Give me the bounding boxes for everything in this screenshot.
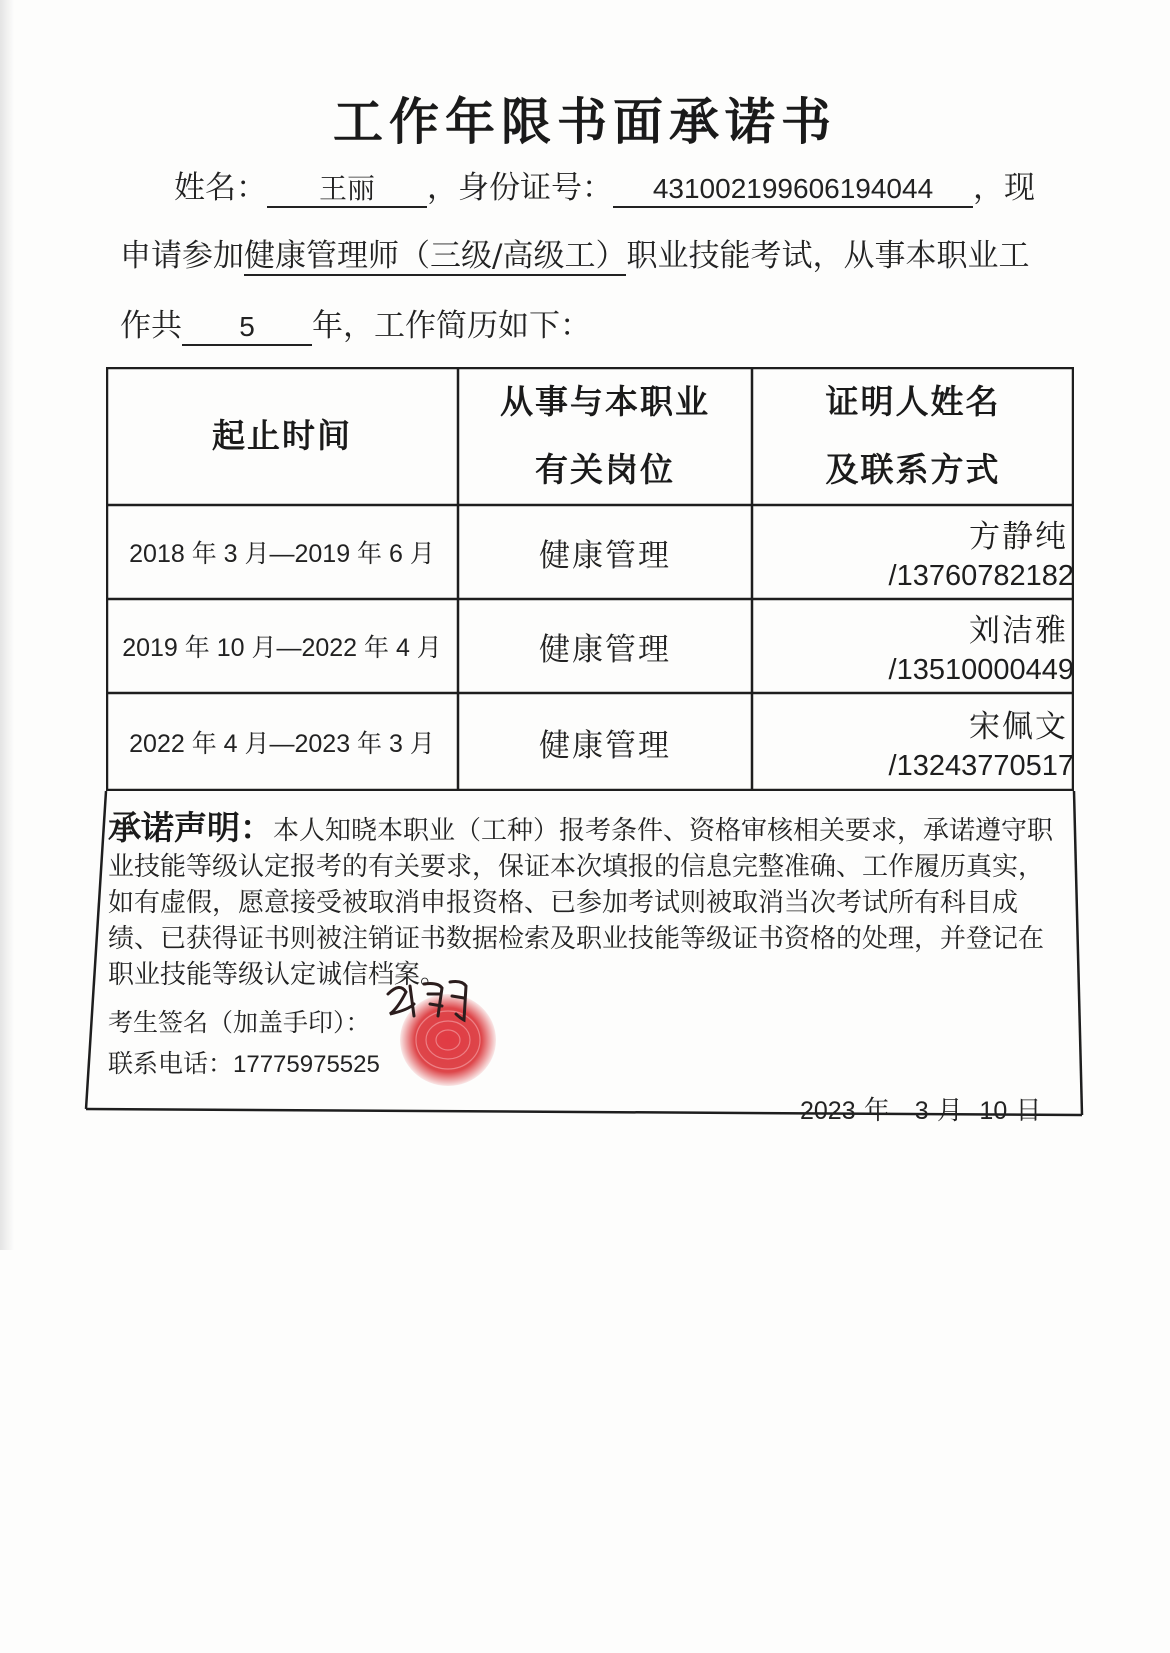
table-row-1-period: 2018 年 3 月—2019 年 6 月 xyxy=(129,540,435,568)
header-period-text: 起止时间 xyxy=(212,416,352,455)
line1-tail: ，现 xyxy=(973,170,1035,206)
table-row-2-post: 健康管理 xyxy=(539,631,671,668)
witness-name: 刘洁雅 xyxy=(969,613,1068,649)
form-line-3 xyxy=(120,300,591,346)
witness-name: 宋佩文 xyxy=(969,709,1068,745)
witness-phone: /13510000449 xyxy=(888,654,1074,686)
table-row-3-witness xyxy=(752,693,1132,791)
table-row-3-post: 健康管理 xyxy=(539,727,671,764)
document-title: 工作年限书面承诺书 xyxy=(333,92,837,151)
contact-phone: 17775975525 xyxy=(233,1051,380,1078)
declaration-paragraph xyxy=(108,810,1068,993)
witness-phone: /13760782182 xyxy=(888,560,1074,592)
document-date xyxy=(800,1090,1042,1127)
form-line-1 xyxy=(174,162,1035,208)
apply-prefix: 申请参加 xyxy=(120,238,244,274)
form-line-2 xyxy=(120,230,1029,275)
years-suffix: 年，工作简历如下： xyxy=(312,308,591,344)
witness-phone: /13243770517 xyxy=(888,750,1074,782)
years-prefix: 作共 xyxy=(120,308,182,344)
date-day: 10 xyxy=(979,1097,1008,1125)
date-month-unit: 月 xyxy=(936,1096,963,1126)
date-year-unit: 年 xyxy=(863,1096,890,1126)
header-witness-line1: 证明人姓名 xyxy=(825,382,1001,421)
date-year: 2023 xyxy=(800,1097,856,1125)
exam-name-field: 健康管理师（三级/高级工） xyxy=(244,238,627,274)
id-label: ，身份证号： xyxy=(427,170,613,206)
witness-name: 方静纯 xyxy=(969,519,1068,555)
page-edge-shadow xyxy=(0,0,14,1250)
date-month: 3 xyxy=(914,1097,929,1125)
name-label: 姓名： xyxy=(174,170,267,206)
apply-suffix: 职业技能考试，从事本职业工 xyxy=(626,238,1030,274)
id-number-field: 431002199606194044 xyxy=(613,172,973,208)
table-row-2-period: 2019 年 10 月—2022 年 4 月 xyxy=(122,634,442,662)
header-period xyxy=(106,367,458,505)
header-witness xyxy=(752,367,1074,505)
declaration-label: 承诺声明： xyxy=(108,808,273,847)
header-post-line1: 从事与本职业 xyxy=(500,382,710,421)
header-witness-line2: 及联系方式 xyxy=(825,450,1001,489)
work-history-table xyxy=(106,367,1074,791)
table-row-2-witness xyxy=(752,599,1132,693)
years-field: 5 xyxy=(182,310,312,346)
date-day-unit: 日 xyxy=(1015,1096,1042,1126)
header-post-line2: 有关岗位 xyxy=(535,450,675,489)
signature-label: 考生签名（加盖手印）： xyxy=(108,1008,371,1037)
table-row-3-period: 2022 年 4 月—2023 年 3 月 xyxy=(129,730,435,758)
contact-line xyxy=(108,1044,380,1080)
table-row-1-post: 健康管理 xyxy=(539,537,671,574)
name-field: 王丽 xyxy=(267,172,427,208)
declaration-text: 本人知晓本职业（工种）报考条件、资格审核相关要求，承诺遵守职业技能等级认定报考的有关要求，保证本次填报的信息完整准确、工作履历真实，如有虚假，愿意接受被取消申报资格、已参加考试则被取消当次考试所有科目成绩、已获得证书则被注销证书数据检索及职业技能等级证书资格的处理，并登记在职业技能等级认定诚信档案。 xyxy=(108,816,1054,990)
table-row-1-witness xyxy=(752,505,1132,599)
header-post xyxy=(458,367,752,505)
signature-line xyxy=(108,1003,371,1039)
handwritten-signature xyxy=(380,964,490,1034)
contact-label: 联系电话： xyxy=(108,1049,234,1078)
